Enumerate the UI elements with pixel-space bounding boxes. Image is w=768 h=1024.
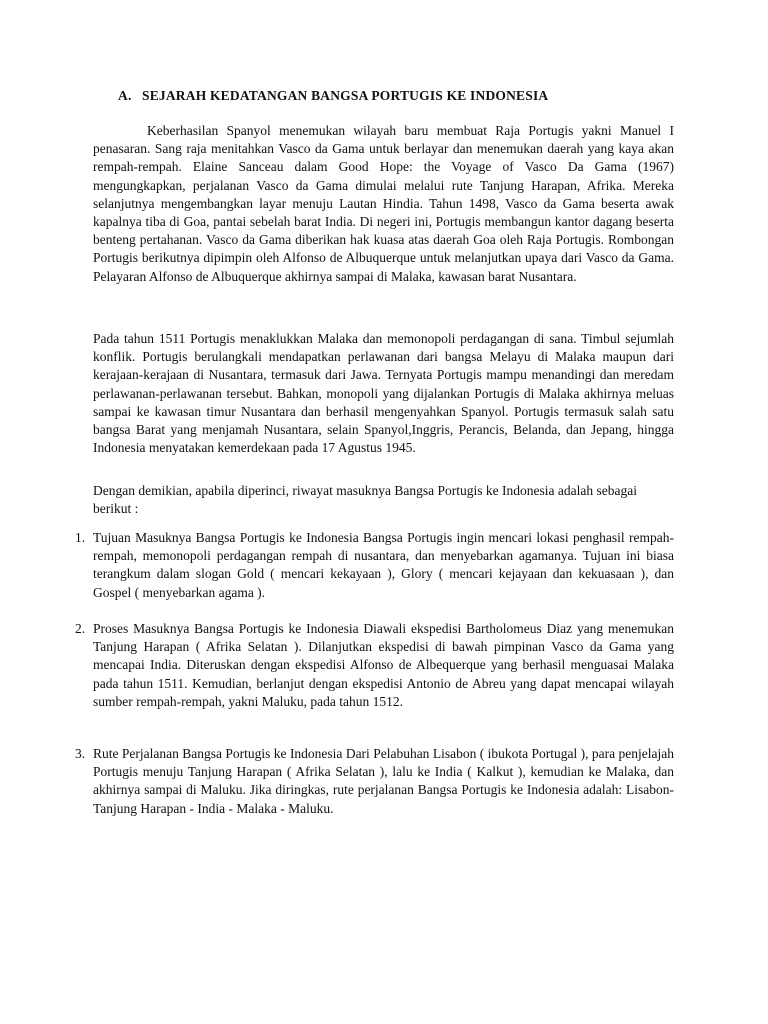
list-item-text: Proses Masuknya Bangsa Portugis ke Indonesia Diawali ekspedisi Bartholomeus Diaz yang menemukan Tanjung Harapan ( Afrika Selatan ). Dilanjutkan ekspedisi di bawah pimpinan Vasco da Gama yang mencapai India. Diteruskan dengan ekspedisi Alfonso de Albequerque yang berhasil menguasai Malaka pada tahun 1511. Kemudian, berlanjut dengan ekspedisi Antonio de Abreu yang dapat mencapai wilayah sumber rempah-rempah, yakni Maluku, pada tahun 1512. xyxy=(93,621,674,709)
section-heading xyxy=(118,88,548,104)
list-item-1 xyxy=(75,529,674,602)
paragraph-2: Pada tahun 1511 Portugis menaklukkan Malaka dan memonopoli perdagangan di sana. Timbul sejumlah konflik. Portugis berulangkali mendapatkan perlawanan dari bangsa Melayu di Malaka maupun dari kerajaan-kerajaan di Nusantara, termasuk dari Jawa. Ternyata Portugis mampu menandingi dan meredam perlawanan-perlawanan tersebut. Bahkan, monopoli yang dijalankan Portugis di Malaka akhirnya meluas sampai ke kawasan timur Nusantara dan berhasil mengenyahkan Spanyol. Portugis termasuk salah satu bangsa Barat yang menjamah Nusantara, selain Spanyol,Inggris, Perancis, Belanda, dan Jepang, hingga Indonesia menyatakan kemerdekaan pada 17 Agustus 1945. xyxy=(93,331,674,456)
list-item-2 xyxy=(75,620,674,711)
section-marker: A. xyxy=(118,88,132,103)
list-number: 1. xyxy=(75,530,86,545)
section-title: SEJARAH KEDATANGAN BANGSA PORTUGIS KE INDONESIA xyxy=(142,88,549,103)
list-number: 2. xyxy=(75,621,86,636)
list-item-text: Rute Perjalanan Bangsa Portugis ke Indonesia Dari Pelabuhan Lisabon ( ibukota Portugal ), para penjelajah Portugis menuju Tanjung Harapan ( Afrika Selatan ), lalu ke India ( Kalkut ), kemudian ke Malaka, dan akhirnya sampai di Maluku. Jika diringkas, rute perjalanan Bangsa Portugis ke Indonesia adalah: Lisabon-Tanjung Harapan - India - Malaka - Maluku. xyxy=(93,746,674,816)
list-item-text: Tujuan Masuknya Bangsa Portugis ke Indonesia Bangsa Portugis ingin mencari lokasi penghasil rempah-rempah, memonopoli perdagangan rempah di nusantara, dan menyebarkan agamanya. Tujuan ini biasa terangkum dalam slogan Gold ( mencari kekayaan ), Glory ( mencari kejayaan dan kekuasaan ), dan Gospel ( menyebarkan agama ). xyxy=(93,530,674,600)
paragraph-3: Dengan demikian, apabila diperinci, riwayat masuknya Bangsa Portugis ke Indonesia adalah sebagai berikut : xyxy=(93,483,637,517)
list-item-3 xyxy=(75,745,674,818)
paragraph-1: Keberhasilan Spanyol menemukan wilayah baru membuat Raja Portugis yakni Manuel I penasaran. Sang raja menitahkan Vasco da Gama untuk berlayar dan menemukan daerah yang kaya akan rempah-rempah. Elaine Sanceau dalam Good Hope: the Voyage of Vasco Da Gama (1967) mengungkapkan, perjalanan Vasco da Gama dimulai melalui rute Tanjung Harapan, Afrika. Mereka selanjutnya mengembangkan layar menuju Lautan Hindia. Tahun 1498, Vasco da Gama beserta awak kapalnya tiba di Goa, pantai sebelah barat India. Di negeri ini, Portugis membangun kantor dagang beserta benteng pertahanan. Vasco da Gama diberikan hak kuasa atas daerah Goa oleh Raja Portugis. Rombongan Portugis berikutnya dipimpin oleh Alfonso de Albuquerque untuk melanjutkan upaya dari Vasco da Gama. Pelayaran Alfonso de Albuquerque akhirnya sampai di Malaka, kawasan barat Nusantara. xyxy=(93,123,674,284)
list-number: 3. xyxy=(75,746,86,761)
